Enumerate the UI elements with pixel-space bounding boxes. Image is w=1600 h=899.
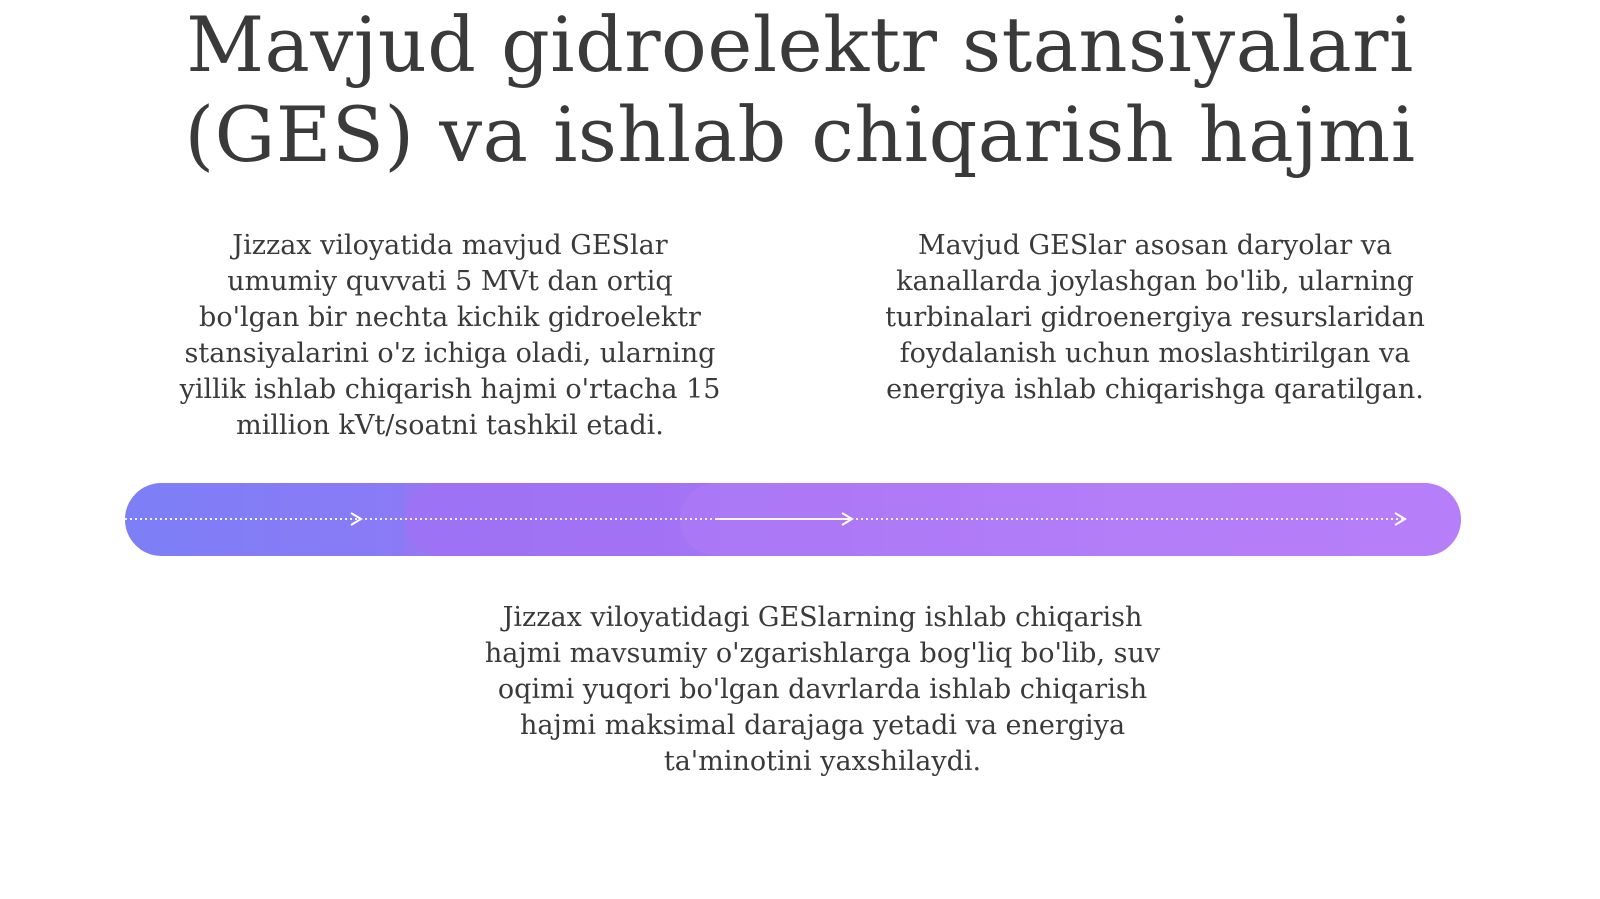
- paragraph-right-line: foydalanish uchun moslashtirilgan va: [899, 338, 1411, 369]
- page-title: [0, 0, 1600, 180]
- paragraph-bottom-line: oqimi yuqori bo'lgan davrlarda ishlab chiqarish: [497, 674, 1148, 705]
- paragraph-right-line: turbinalari gidroenergiya resurslaridan: [885, 302, 1425, 333]
- paragraph-bottom-line: Jizzax viloyatidagi GESlarning ishlab chiqarish: [502, 602, 1143, 633]
- paragraph-bottom-line: ta'minotini yaxshilaydi.: [663, 746, 982, 777]
- paragraph-left-line: Jizzax viloyatida mavjud GESlar: [232, 230, 668, 261]
- title-line-1: Mavjud gidroelektr stansiyalari: [186, 0, 1414, 89]
- paragraph-left: [130, 228, 770, 444]
- paragraph-bottom-line: hajmi maksimal darajaga yetadi va energiya: [519, 710, 1126, 741]
- paragraph-bottom: [470, 600, 1175, 780]
- paragraph-right-line: kanallarda joylashgan bo'lib, ularning: [896, 266, 1414, 297]
- title-line-2: (GES) va ishlab chiqarish hajmi: [184, 90, 1416, 179]
- timeline-arrows: [125, 483, 1461, 556]
- paragraph-left-line: million kVt/soatni tashkil etadi.: [236, 410, 664, 441]
- paragraph-left-line: yillik ishlab chiqarish hajmi o'rtacha 15: [179, 374, 721, 405]
- paragraph-left-line: stansiyalarini o'z ichiga oladi, ularning: [184, 338, 716, 369]
- paragraph-left-line: bo'lgan bir nechta kichik gidroelektr: [199, 302, 701, 333]
- paragraph-bottom-line: hajmi mavsumiy o'zgarishlarga bog'liq bo'lib, suv: [484, 638, 1161, 669]
- paragraph-left-line: umumiy quvvati 5 MVt dan ortiq: [227, 266, 673, 297]
- paragraph-right-line: Mavjud GESlar asosan daryolar va: [917, 230, 1393, 261]
- timeline-bar: [125, 483, 1461, 556]
- paragraph-right-line: energiya ishlab chiqarishga qaratilgan.: [886, 374, 1424, 405]
- paragraph-right: [845, 228, 1465, 408]
